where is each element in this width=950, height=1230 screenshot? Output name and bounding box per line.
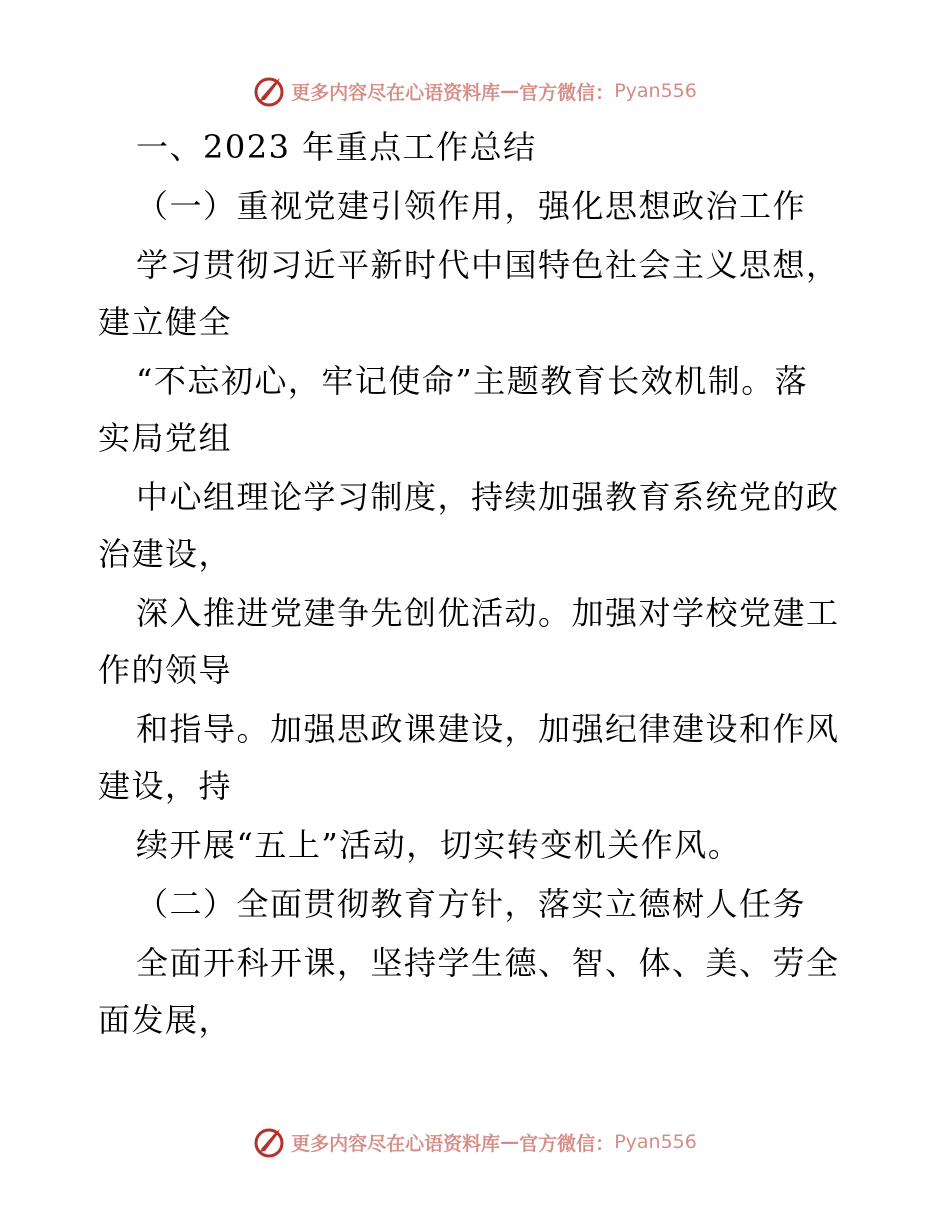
paragraph-line: 深入推进党建争先创优活动。加强对学校党建工 [136, 594, 840, 632]
watermark-account-id: Pyan556 [614, 80, 697, 102]
paragraph-line: 治建设， [98, 535, 233, 573]
paragraph-line: 作的领导 [98, 651, 233, 689]
paragraph-line: 全面开科开课，坚持学生德、智、体、美、劳全 [136, 944, 840, 982]
paragraph-line: “不忘初心，牢记使命”主题教育长效机制。落 [136, 362, 809, 400]
watermark-account-label: 官方微信： [519, 1132, 615, 1155]
watermark-site-text: 更多内容尽在心语资料库 [291, 1132, 501, 1155]
subsection-heading: （二）全面贯彻教育方针，落实立德树人任务 [136, 885, 807, 923]
paragraph-line: 和指导。加强思政课建设，加强纪律建设和作风 [136, 710, 840, 748]
subsection-heading: （一）重视党建引领作用，强化思想政治工作 [136, 187, 807, 225]
paragraph-line: 续开展“五上”活动，切实转变机关作风。 [136, 826, 742, 864]
watermark-dash: — [500, 80, 520, 102]
section-heading: 一、2023 年重点工作总结 [136, 128, 537, 166]
paragraph-line: 中心组理论学习制度，持续加强教育系统党的政 [136, 478, 840, 516]
paragraph-line: 面发展， [98, 1001, 233, 1039]
paragraph-line: 建立健全 [98, 303, 233, 341]
paragraph-line: 学习贯彻习近平新时代中国特色社会主义思想， [136, 246, 840, 284]
header-watermark [0, 71, 950, 111]
watermark-account-label: 官方微信： [519, 81, 615, 104]
watermark-site-text: 更多内容尽在心语资料库 [291, 81, 501, 104]
watermark-dash: — [500, 1131, 520, 1153]
pen-logo-icon [253, 74, 287, 108]
paragraph-line: 建设，持 [98, 767, 233, 805]
paragraph-line: 实局党组 [98, 419, 233, 457]
watermark-account-id: Pyan556 [614, 1131, 697, 1153]
pen-logo-icon [253, 1125, 287, 1159]
footer-watermark [0, 1122, 950, 1162]
